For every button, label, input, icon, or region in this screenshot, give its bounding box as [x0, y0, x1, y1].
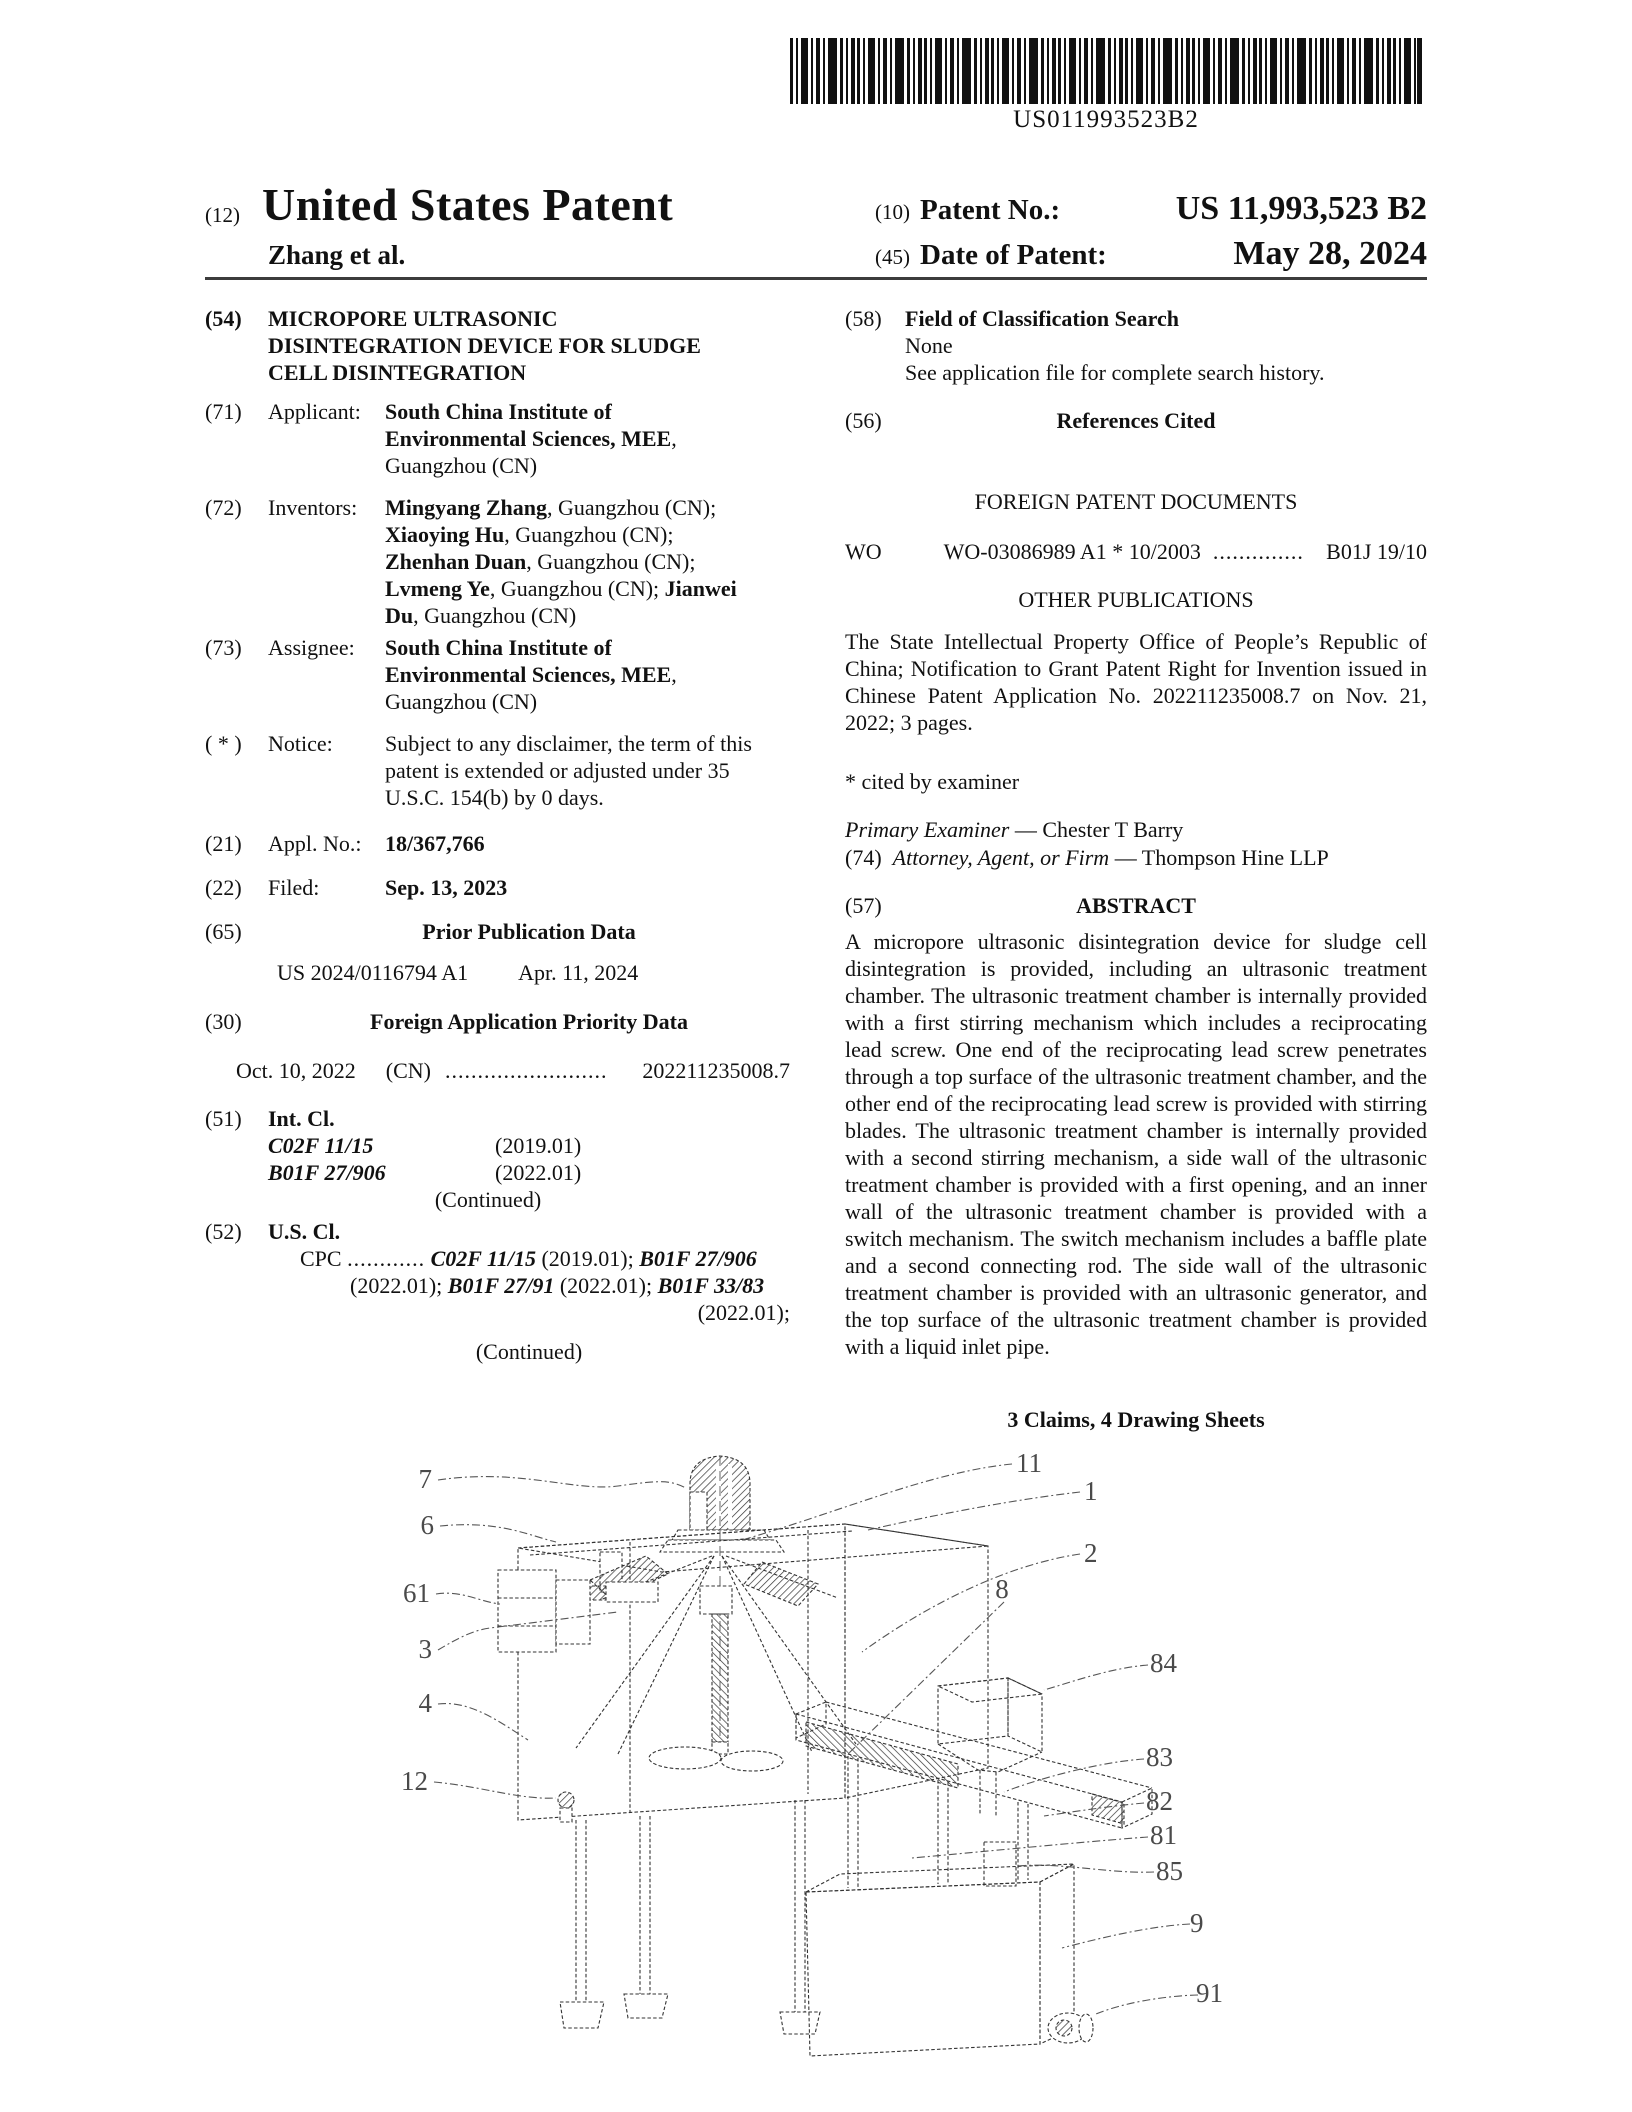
ref-label-6: 6: [420, 1510, 434, 1540]
header-divider: [205, 277, 1427, 280]
ref-label-81: 81: [1150, 1820, 1177, 1850]
abstract-text: A micropore ultrasonic disintegration device for sludge cell disintegration is provided, including an ultrasonic treatment chamber. The ultrasonic treatment chamber is internally provided with a first stirring mechanism which includes a reciprocating lead screw. One end of the reciprocating lead screw penetrates through a top surface of the ultrasonic treatment chamber, and the other end of the reciprocating lead screw is provided with stirring blades. The ultrasonic treatment chamber is internally provided with a second stirring mechanism, a side wall of the ultrasonic treatment chamber is provided with a first opening, and an inner wall of the ultrasonic treatment chamber is provided with a switch mechanism. The switch mechanism includes a baffle plate and a second connecting rod. The side wall of the ultrasonic treatment chamber is provided with an ultrasonic generator, and the top surface of the ultrasonic treatment chamber is provided with a liquid inlet pipe.: [845, 929, 1427, 1359]
date-label: Date of Patent:: [920, 239, 1107, 271]
section-21-appl-no: [205, 830, 790, 857]
invention-title: MICROPORE ULTRASONIC DISINTEGRATION DEVICE FOR SLUDGE CELL DISINTEGRATION: [268, 306, 701, 385]
barcode-number: US011993523B2: [1013, 106, 1199, 133]
section-58-classification-search: [845, 305, 1427, 386]
side-bracket: [498, 1570, 590, 1652]
field-73-num: (73): [205, 635, 242, 660]
bolt: [558, 1792, 574, 1822]
classification-see: See application file for complete search history.: [905, 360, 1325, 385]
cpc-line-2: (2022.01); B01F 27/91 (2022.01); B01F 33/83: [350, 1273, 765, 1298]
prior-pub-row: [277, 960, 747, 986]
foreign-priority-row: [236, 1058, 790, 1084]
section-notice: [205, 730, 790, 811]
patent-no-label: Patent No.:: [920, 194, 1061, 226]
field-54-num: (54): [205, 306, 242, 331]
foreign-doc-dots: ..............: [1212, 539, 1304, 564]
priority-country: (CN): [385, 1058, 431, 1083]
classification-search-header: Field of Classification Search: [905, 306, 1179, 331]
classification-none: None: [905, 333, 953, 358]
screw-conveyor: [796, 1702, 1152, 1888]
ref-label-4: 4: [418, 1688, 432, 1718]
section-72-inventors: [205, 494, 790, 629]
section-51-int-cl: [205, 1105, 790, 1213]
field-65-num: (65): [205, 919, 242, 944]
section-65-prior-pub: [205, 918, 790, 945]
ref-label-61: 61: [403, 1578, 430, 1608]
ref-label-85: 85: [1156, 1856, 1183, 1886]
priority-date: Oct. 10, 2022: [236, 1058, 356, 1083]
section-30-foreign-priority: [205, 1008, 790, 1035]
base-box: [806, 1864, 1093, 2056]
field-71-num: (71): [205, 399, 242, 424]
inventors-value: Mingyang Zhang, Guangzhou (CN); Xiaoying Hu, Guangzhou (CN); Zhenhan Duan, Guangzhou (CN); Lvmeng Ye, Guangzhou (CN); Jianwei Du, Guangzhou (CN): [385, 495, 737, 628]
ref-label-9: 9: [1190, 1908, 1204, 1938]
ref-label-82: 82: [1146, 1786, 1173, 1816]
filed-value: Sep. 13, 2023: [385, 875, 508, 900]
int-cl-header: Int. Cl.: [268, 1106, 335, 1131]
field-51-num: (51): [205, 1106, 242, 1131]
patent-number-row: [875, 190, 1427, 228]
claims-sheets-line: 3 Claims, 4 Drawing Sheets: [1007, 1407, 1265, 1432]
party-name: Zhang et al.: [268, 240, 406, 270]
section-73-assignee: [205, 634, 790, 715]
int-cl-entry: B01F 27/906 (2022.01): [268, 1160, 582, 1185]
cpc-line-3: (2022.01);: [697, 1300, 790, 1325]
field-72-num: (72): [205, 495, 242, 520]
attorney-line: (74) Attorney, Agent, or Firm — Thompson Hine LLP: [845, 845, 1329, 870]
notice-text: Subject to any disclaimer, the term of this patent is extended or adjusted under 35 U.S.C. 154(b) by 0 days.: [385, 731, 752, 810]
appl-no-label: Appl. No.:: [268, 831, 362, 856]
ref-label-8: 8: [995, 1574, 1009, 1604]
stirring-blade: [649, 1747, 721, 1769]
section-57-abstract: [845, 892, 1427, 919]
foreign-docs-header: FOREIGN PATENT DOCUMENTS: [974, 489, 1298, 514]
ref-label-7: 7: [418, 1464, 432, 1494]
field-22-num: (22): [205, 875, 242, 900]
hopper: [938, 1678, 1042, 1816]
int-cl-entry: C02F 11/15 (2019.01): [268, 1133, 582, 1158]
section-71-applicant: [205, 398, 790, 479]
patent-no-field-num: (10): [875, 200, 910, 224]
section-54-title: [205, 305, 790, 386]
prior-pub-number: US 2024/0116794 A1: [277, 960, 469, 985]
inventors-label: Inventors:: [268, 495, 358, 520]
ref-label-2: 2: [1084, 1538, 1098, 1568]
ref-label-11: 11: [1016, 1448, 1042, 1478]
ref-label-3: 3: [418, 1634, 432, 1664]
outlet-duct: [984, 1842, 1016, 1886]
abstract-header: ABSTRACT: [1076, 893, 1196, 918]
field-57-num: (57): [845, 893, 882, 918]
ref-label-84: 84: [1150, 1648, 1177, 1678]
foreign-priority-header: Foreign Application Priority Data: [370, 1009, 688, 1034]
foreign-doc-country: WO: [845, 539, 882, 564]
prior-pub-header: Prior Publication Data: [422, 919, 636, 944]
foreign-doc-row: [845, 538, 1427, 565]
other-publications-text: The State Intellectual Property Office of People’s Republic of China; Notification to Grant Patent Right for Invention issued in Chinese Patent Application No. 202211235008.7 on Nov. 21, 2022; 3 pages.: [845, 629, 1427, 735]
foreign-doc-class: B01J 19/10: [1326, 539, 1427, 564]
priority-number: 202211235008.7: [642, 1058, 790, 1083]
patent-date-row: [875, 235, 1427, 273]
ref-label-1: 1: [1084, 1476, 1098, 1506]
us-cl-continued: (Continued): [475, 1339, 583, 1364]
int-cl-continued: (Continued): [434, 1187, 542, 1212]
kind-code-num: (12): [205, 203, 240, 227]
prior-pub-date: Apr. 11, 2024: [518, 960, 639, 985]
field-52-num: (52): [205, 1219, 242, 1244]
field-58-num: (58): [845, 306, 882, 331]
support-legs: [560, 1800, 820, 2034]
ref-label-12: 12: [401, 1766, 428, 1796]
ref-label-83: 83: [1146, 1742, 1173, 1772]
notice-asterisk: ( * ): [205, 731, 242, 756]
assignee-value: South China Institute of Environmental Sciences, MEE, Guangzhou (CN): [385, 635, 677, 714]
classification-search-block: [905, 305, 1427, 386]
references-header: References Cited: [1056, 408, 1216, 433]
us-cl-header: U.S. Cl.: [268, 1219, 341, 1244]
appl-no-value: 18/367,766: [385, 831, 485, 856]
patent-drawing-fig1: [340, 1424, 1290, 2092]
assignee-label: Assignee:: [268, 635, 355, 660]
other-publications-header: OTHER PUBLICATIONS: [1018, 587, 1254, 612]
conveyor-screw: [806, 1722, 958, 1788]
document-title: United States Patent: [262, 179, 674, 230]
field-56-num: (56): [845, 408, 882, 433]
primary-examiner-line: Primary Examiner — Chester T Barry: [845, 817, 1184, 842]
us-cl-block: [268, 1218, 790, 1365]
section-52-us-cl: [205, 1218, 790, 1365]
section-56-references: [845, 407, 1427, 434]
foreign-doc-number: WO-03086989 A1 * 10/2003: [943, 539, 1201, 564]
field-30-num: (30): [205, 1009, 242, 1034]
int-cl-block: [268, 1105, 790, 1213]
cpc-line-1: CPC ............ C02F 11/15 (2019.01); B01F 27/906: [300, 1246, 757, 1271]
section-22-filed: [205, 874, 790, 901]
ref-label-91: 91: [1196, 1978, 1223, 2008]
date-value: May 28, 2024: [1233, 235, 1427, 272]
notice-label: Notice:: [268, 731, 333, 756]
lead-screw: [712, 1614, 728, 1742]
applicant-value: South China Institute of Environmental Sciences, MEE, Guangzhou (CN): [385, 399, 677, 478]
applicant-label: Applicant:: [268, 399, 361, 424]
date-field-num: (45): [875, 245, 910, 269]
stirring-blade: [721, 1751, 783, 1771]
priority-dots: .........................: [444, 1058, 608, 1083]
barcode: [790, 38, 1422, 104]
filed-label: Filed:: [268, 875, 320, 900]
field-21-num: (21): [205, 831, 242, 856]
patent-no-value: US 11,993,523 B2: [1175, 190, 1427, 227]
cited-by-examiner: * cited by examiner: [845, 769, 1020, 794]
